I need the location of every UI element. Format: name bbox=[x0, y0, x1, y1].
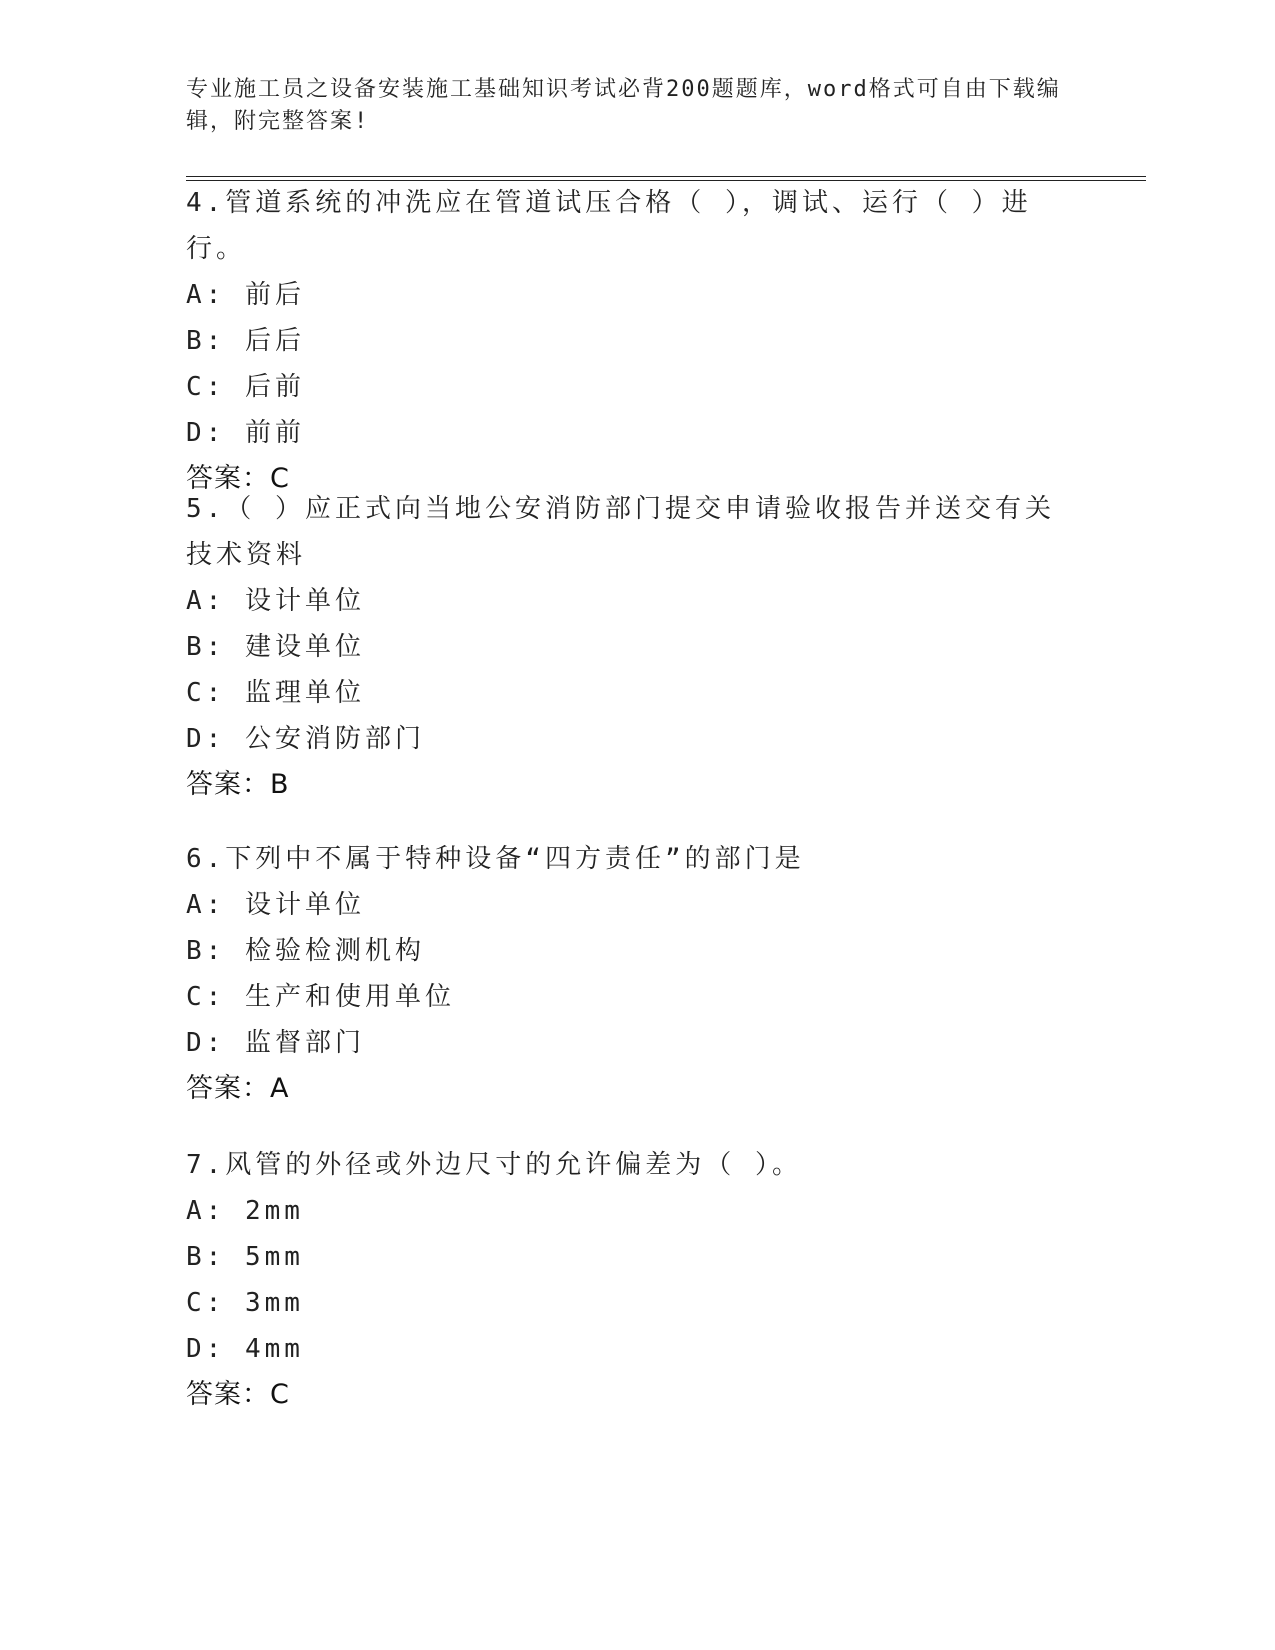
option-d: D: 4mm bbox=[186, 1334, 304, 1364]
option-d: D: 公安消防部门 bbox=[186, 724, 425, 754]
question-text: 7.风管的外径或外边尺寸的允许偏差为（ ）。 bbox=[186, 1150, 802, 1180]
option-c: C: 后前 bbox=[186, 372, 305, 402]
question-5 bbox=[186, 486, 1146, 808]
question-4 bbox=[186, 180, 1146, 502]
question-text: 6.下列中不属于特种设备“四方责任”的部门是 bbox=[186, 844, 805, 874]
answer-label: 答案：A bbox=[186, 1073, 290, 1104]
option-b: B: 5mm bbox=[186, 1242, 304, 1272]
option-c: C: 生产和使用单位 bbox=[186, 982, 455, 1012]
question-text: 5.（ ）应正式向当地公安消防部门提交申请验收报告并送交有关技术资料 bbox=[186, 494, 1055, 570]
option-c: C: 3mm bbox=[186, 1288, 304, 1318]
question-text: 4.管道系统的冲洗应在管道试压合格（ ），调试、运行（ ）进行。 bbox=[186, 188, 1032, 264]
question-7 bbox=[186, 1142, 1146, 1418]
option-b: B: 建设单位 bbox=[186, 632, 365, 662]
option-a: A: 2mm bbox=[186, 1196, 304, 1226]
question-6 bbox=[186, 836, 1146, 1112]
option-c: C: 监理单位 bbox=[186, 678, 365, 708]
option-d: D: 监督部门 bbox=[186, 1028, 365, 1058]
option-d: D: 前前 bbox=[186, 418, 305, 448]
option-a: A: 设计单位 bbox=[186, 890, 365, 920]
option-a: A: 前后 bbox=[186, 280, 305, 310]
answer-label: 答案：C bbox=[186, 463, 290, 494]
option-b: B: 后后 bbox=[186, 326, 305, 356]
answer-label: 答案：C bbox=[186, 1379, 290, 1410]
answer-label: 答案：B bbox=[186, 769, 290, 800]
option-b: B: 检验检测机构 bbox=[186, 936, 425, 966]
option-a: A: 设计单位 bbox=[186, 586, 365, 616]
document-header: 专业施工员之设备安装施工基础知识考试必背200题题库，word格式可自由下载编辑，附完整答案! bbox=[186, 77, 1061, 134]
